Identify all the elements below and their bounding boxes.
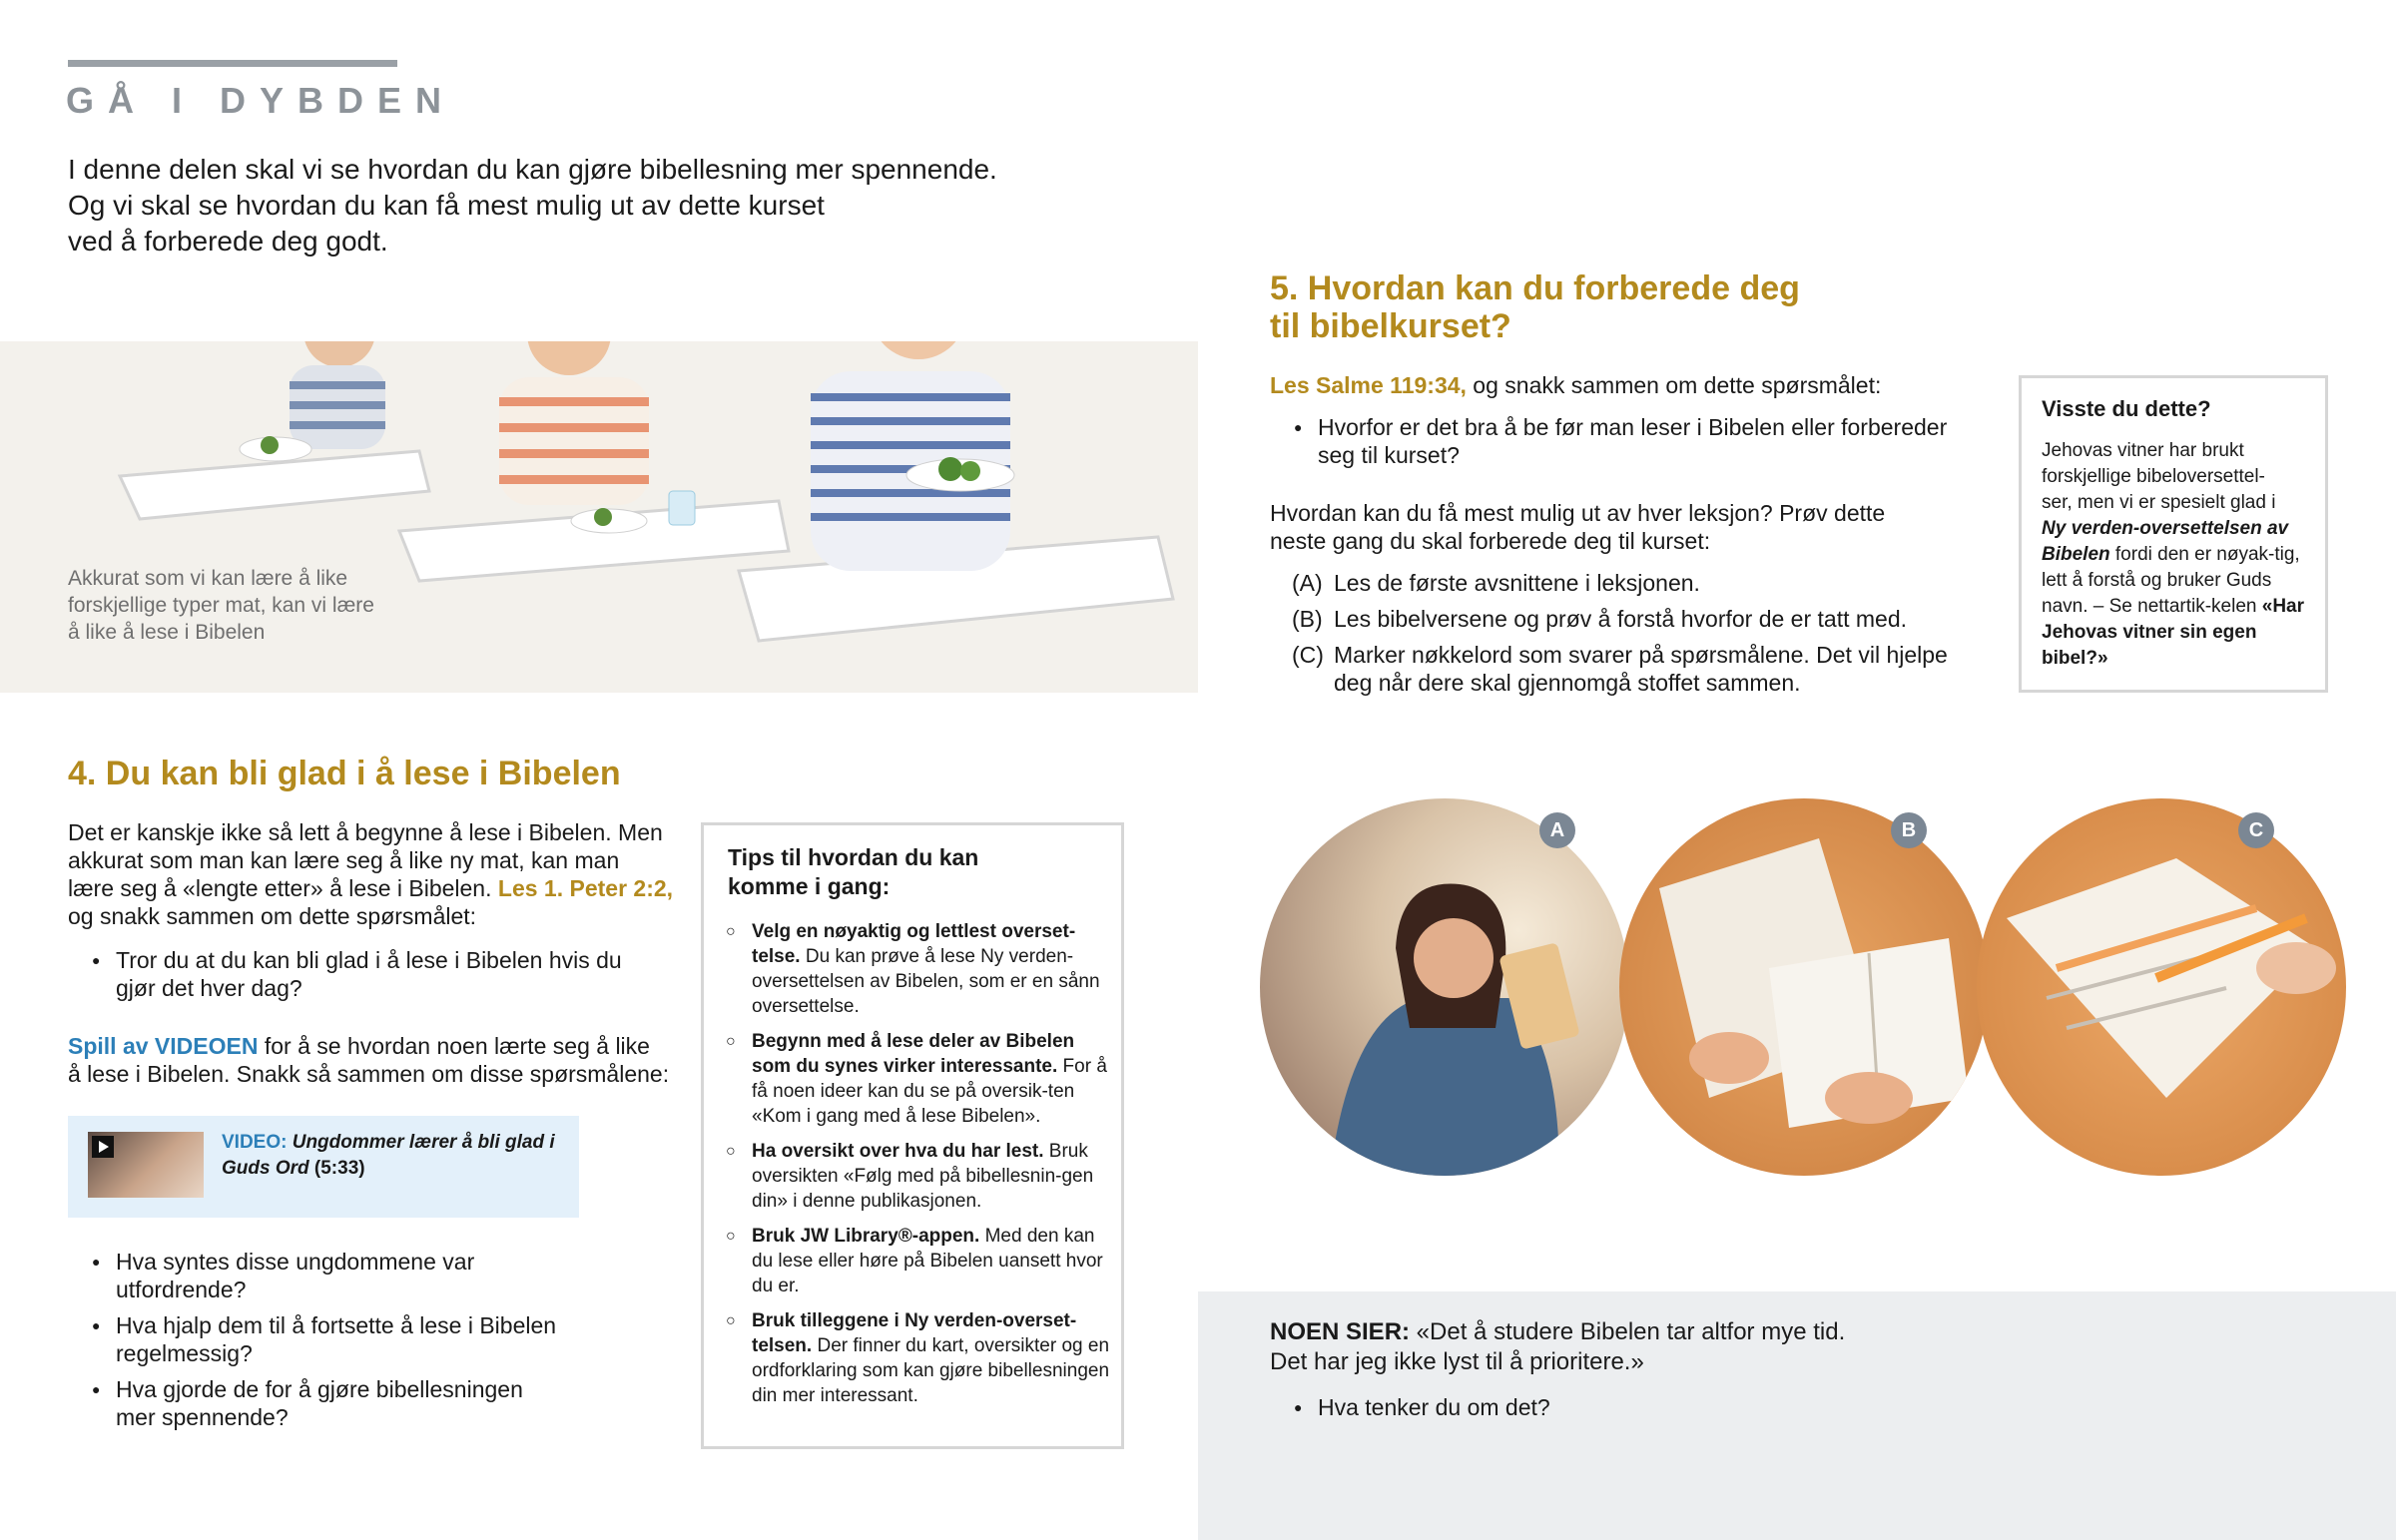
list-item: ● Hva hjalp dem til å fortsette å lese i Bibelen regelmessig? [68, 1311, 687, 1367]
prep-step: (C) Marker nøkkelord som svarer på spørsmålene. Det vil hjelpe deg når dere skal gjennomgå stoffet sammen. [1292, 642, 1948, 696]
girl-reading-drawing [1260, 798, 1629, 1176]
video-question-list [68, 1248, 687, 1439]
list-item: ● Tror du at du kan bli glad i å lese i Bibelen hvis du gjør det hver dag? [68, 946, 687, 1002]
noen-question-list [1270, 1393, 1969, 1429]
tips-box [701, 822, 1124, 1449]
list-item: ● Hva syntes disse ungdommene var utfordrende? [68, 1248, 687, 1303]
badge-c: C [2238, 812, 2274, 848]
illustration-bible-and-book [1619, 798, 1989, 1176]
did-you-know-body: Jehovas vitner har brukt forskjellige bibeloversettel- ser, men vi er spesielt glad i Ny verden-oversettelsen av Bibelen fordi den er nøyak-tig, lett å forstå og bruker Guds navn. – Se nettartik-kelen «Har Jehovas vitner sin egen bibel?» [2042, 440, 2304, 669]
illustration-highlighting [1977, 798, 2346, 1176]
list-item: ● Hva gjorde de for å gjøre bibellesningen mer spennende? [68, 1375, 687, 1431]
play-video-link[interactable]: Spill av VIDEOEN [68, 1033, 259, 1059]
intro-paragraph: I denne delen skal vi se hvordan du kan gjøre bibellesning mer spennende. Og vi skal se hvordan du kan få mest mulig ut av dette kurset ved å forberede deg godt. [68, 154, 997, 257]
read-psalm-link[interactable]: Les Salme 119:34, [1270, 372, 1467, 398]
video-paragraph: Spill av VIDEOEN for å se hvordan noen lærte seg å like å lese i Bibelen. Snakk så sammen om disse spørsmålene: [68, 1033, 670, 1087]
section4-question-list [68, 946, 687, 1010]
tips-list [726, 919, 1111, 1418]
badge-b: B [1891, 812, 1927, 848]
illustration-reading-on-phone [1260, 798, 1629, 1176]
section5-paragraph: Hvordan kan du få mest mulig ut av hver leksjon? Prøv dette neste gang du skal forberede deg til kurset: [1270, 500, 1886, 554]
noen-sier-text: NOEN SIER: «Det å studere Bibelen tar altfor mye tid. Det har jeg ikke lyst til å prioritere.» [1270, 1318, 1846, 1375]
did-you-know-title: Visste du dette? [2042, 396, 2211, 421]
video-card[interactable] [68, 1116, 579, 1218]
section4-heading: 4. Du kan bli glad i å lese i Bibelen [68, 755, 621, 792]
marking-book-drawing [1977, 798, 2346, 1176]
prep-step: (B) Les bibelversene og prøv å forstå hvorfor de er tatt med. [1292, 606, 1908, 632]
prep-step: (A) Les de første avsnittene i leksjonen. [1292, 570, 1700, 596]
prep-steps-list [1270, 569, 1969, 705]
header-rule [68, 60, 397, 67]
section5-heading: 5. Hvordan kan du forberede deg til bibelkurset? [1270, 269, 1800, 345]
tips-title: Tips til hvordan du kan komme i gang: [728, 844, 979, 899]
section5-question-list [1270, 413, 1989, 477]
play-icon[interactable] [92, 1136, 114, 1158]
section-eyebrow: GÅ I DYBDEN [66, 80, 456, 121]
tip-item: ○ Ha oversikt over hva du har lest. Bruk oversikten «Følg med på bibellesnin-gen din» i denne publikasjonen. [726, 1139, 1111, 1214]
section4-paragraph: Det er kanskje ikke så lett å begynne å lese i Bibelen. Men akkurat som man kan lære seg å like ny mat, kan man lære seg å «lengte etter» å lese i Bibelen. Les 1. Peter 2:2, og snakk sammen om dette spørsmålet: [68, 819, 674, 929]
article-link[interactable]: «Har Jehovas vitner sin egen bibel?» [2042, 596, 2304, 669]
tip-item: ○ Begynn med å lese deler av Bibelen som du synes virker interessante. For å få noen ideer kan du se på oversik-ten «Kom i gang med å lese Bibelen». [726, 1029, 1111, 1129]
badge-a: A [1539, 812, 1575, 848]
tip-item: ○ Bruk tilleggene i Ny verden-overset-telsen. Der finner du kart, oversikter og en ordforklaring som kan gjøre bibellesningen din mer interessant. [726, 1308, 1111, 1408]
photo-caption: Akkurat som vi kan lære å like forskjellige typer mat, kan vi lære å like å lese i Bibelen [68, 567, 374, 644]
did-you-know-box [2019, 375, 2328, 693]
tip-item: ○ Velg en nøyaktig og lettlest overset-telse. Du kan prøve å lese Ny verden-oversettelsen av Bibelen, som er en sånn oversettelse. [726, 919, 1111, 1019]
list-item: ● Hvorfor er det bra å be før man leser i Bibelen eller forbereder seg til kurset? [1270, 413, 1989, 469]
read-1peter-link[interactable]: Les 1. Peter 2:2, [497, 875, 674, 901]
tip-item: ○ Bruk JW Library®-appen. Med den kan du lese eller høre på Bibelen uansett hvor du er. [726, 1224, 1111, 1298]
open-books-drawing [1619, 798, 1989, 1176]
video-title[interactable]: VIDEO: Ungdommer lærer å bli glad i Guds Ord (5:33) [222, 1132, 555, 1179]
list-item: ● Hva tenker du om det? [1270, 1393, 1969, 1421]
section5-read-line: Les Salme 119:34, og snakk sammen om dette spørsmålet: [1270, 372, 1882, 398]
video-thumbnail[interactable] [88, 1132, 204, 1198]
